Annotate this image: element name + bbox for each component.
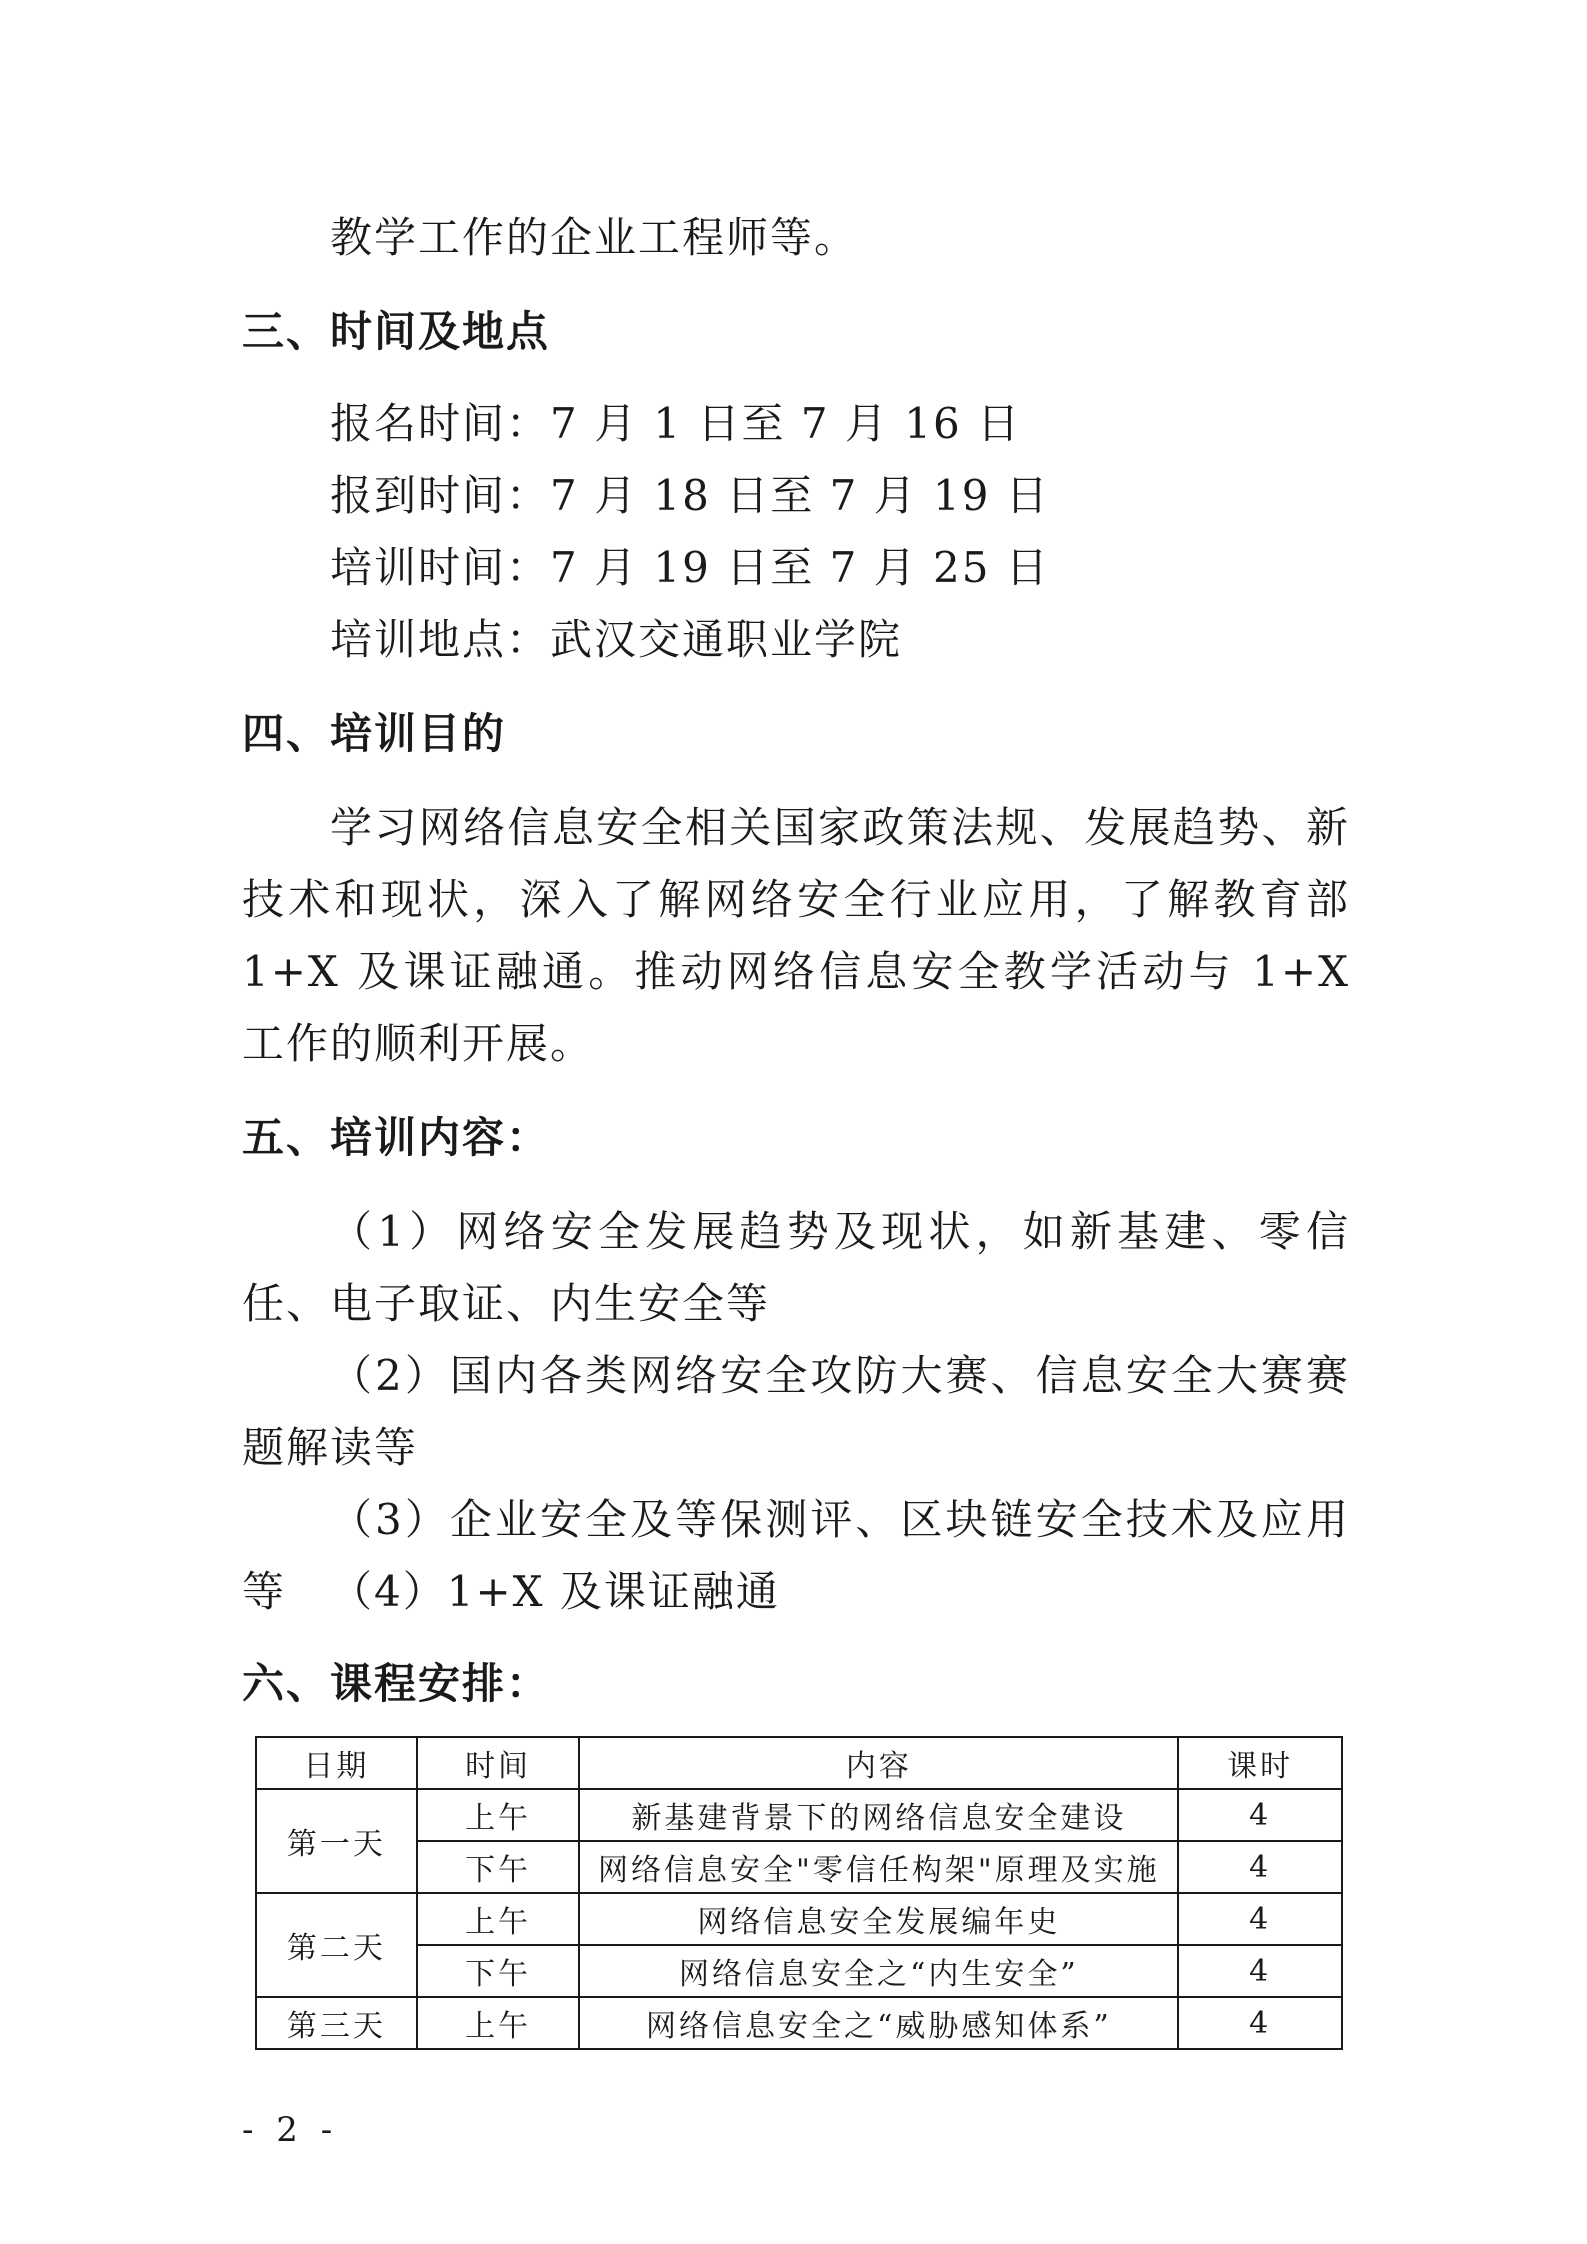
- table-row: [256, 1893, 1342, 1945]
- day-cell: 第二天: [256, 1893, 417, 1997]
- content-item-1: （1）网络安全发展趋势及现状，如新基建、零信任、电子取证、内生安全等: [242, 1207, 1350, 1328]
- table-header-row: [256, 1737, 1342, 1789]
- section5-heading: 五、培训内容：: [242, 1113, 551, 1162]
- header-date: 日期: [256, 1737, 417, 1789]
- hours-cell: 4: [1178, 1945, 1342, 1997]
- time-cell: 上午: [417, 1789, 580, 1841]
- training-location: 培训地点：武汉交通职业学院: [330, 615, 903, 664]
- section3-heading: 三、时间及地点: [242, 307, 551, 356]
- time-cell: 下午: [417, 1841, 580, 1893]
- time-cell: 上午: [417, 1997, 580, 2049]
- content-item-2: （2）国内各类网络安全攻防大赛、信息安全大赛赛题解读等: [242, 1351, 1350, 1472]
- table-row: [256, 1997, 1342, 2049]
- training-purpose-paragraph: 学习网络信息安全相关国家政策法规、发展趋势、新技术和现状，深入了解网络安全行业应用，了解教育部 1+X 及课证融通。推动网络信息安全教学活动与 1+X 工作的顺利开展。: [242, 803, 1350, 1068]
- content-item-3: （3）企业安全及等保测评、区块链安全技术及应用等: [242, 1495, 1350, 1616]
- table-row: [256, 1945, 1342, 1997]
- hours-cell: 4: [1178, 1893, 1342, 1945]
- content-cell: 新基建背景下的网络信息安全建设: [579, 1789, 1178, 1841]
- registration-time: 报名时间：7 月 1 日至 7 月 16 日: [330, 399, 1022, 448]
- header-hours: 课时: [1178, 1737, 1342, 1789]
- check-in-time: 报到时间：7 月 18 日至 7 月 19 日: [330, 471, 1050, 520]
- header-content: 内容: [579, 1737, 1178, 1789]
- training-time: 培训时间：7 月 19 日至 7 月 25 日: [330, 543, 1050, 592]
- section4-heading: 四、培训目的: [242, 709, 507, 758]
- content-cell: 网络信息安全之“威胁感知体系”: [579, 1997, 1178, 2049]
- page-number: - 2 -: [242, 2110, 339, 2150]
- time-cell: 上午: [417, 1893, 580, 1945]
- table-row: [256, 1841, 1342, 1893]
- day-cell: 第一天: [256, 1789, 417, 1893]
- content-item-4: （4）1+X 及课证融通: [330, 1567, 780, 1616]
- section6-heading: 六、课程安排：: [242, 1659, 551, 1708]
- content-cell: 网络信息安全之“内生安全”: [579, 1945, 1178, 1997]
- hours-cell: 4: [1178, 1997, 1342, 2049]
- header-time: 时间: [417, 1737, 580, 1789]
- course-schedule-table: [255, 1736, 1343, 2050]
- table-row: [256, 1789, 1342, 1841]
- day-cell: 第三天: [256, 1997, 417, 2049]
- hours-cell: 4: [1178, 1789, 1342, 1841]
- hours-cell: 4: [1178, 1841, 1342, 1893]
- time-cell: 下午: [417, 1945, 580, 1997]
- intro-line: 教学工作的企业工程师等。: [330, 213, 859, 262]
- content-cell: 网络信息安全发展编年史: [579, 1893, 1178, 1945]
- content-cell: 网络信息安全"零信任构架"原理及实施: [579, 1841, 1178, 1893]
